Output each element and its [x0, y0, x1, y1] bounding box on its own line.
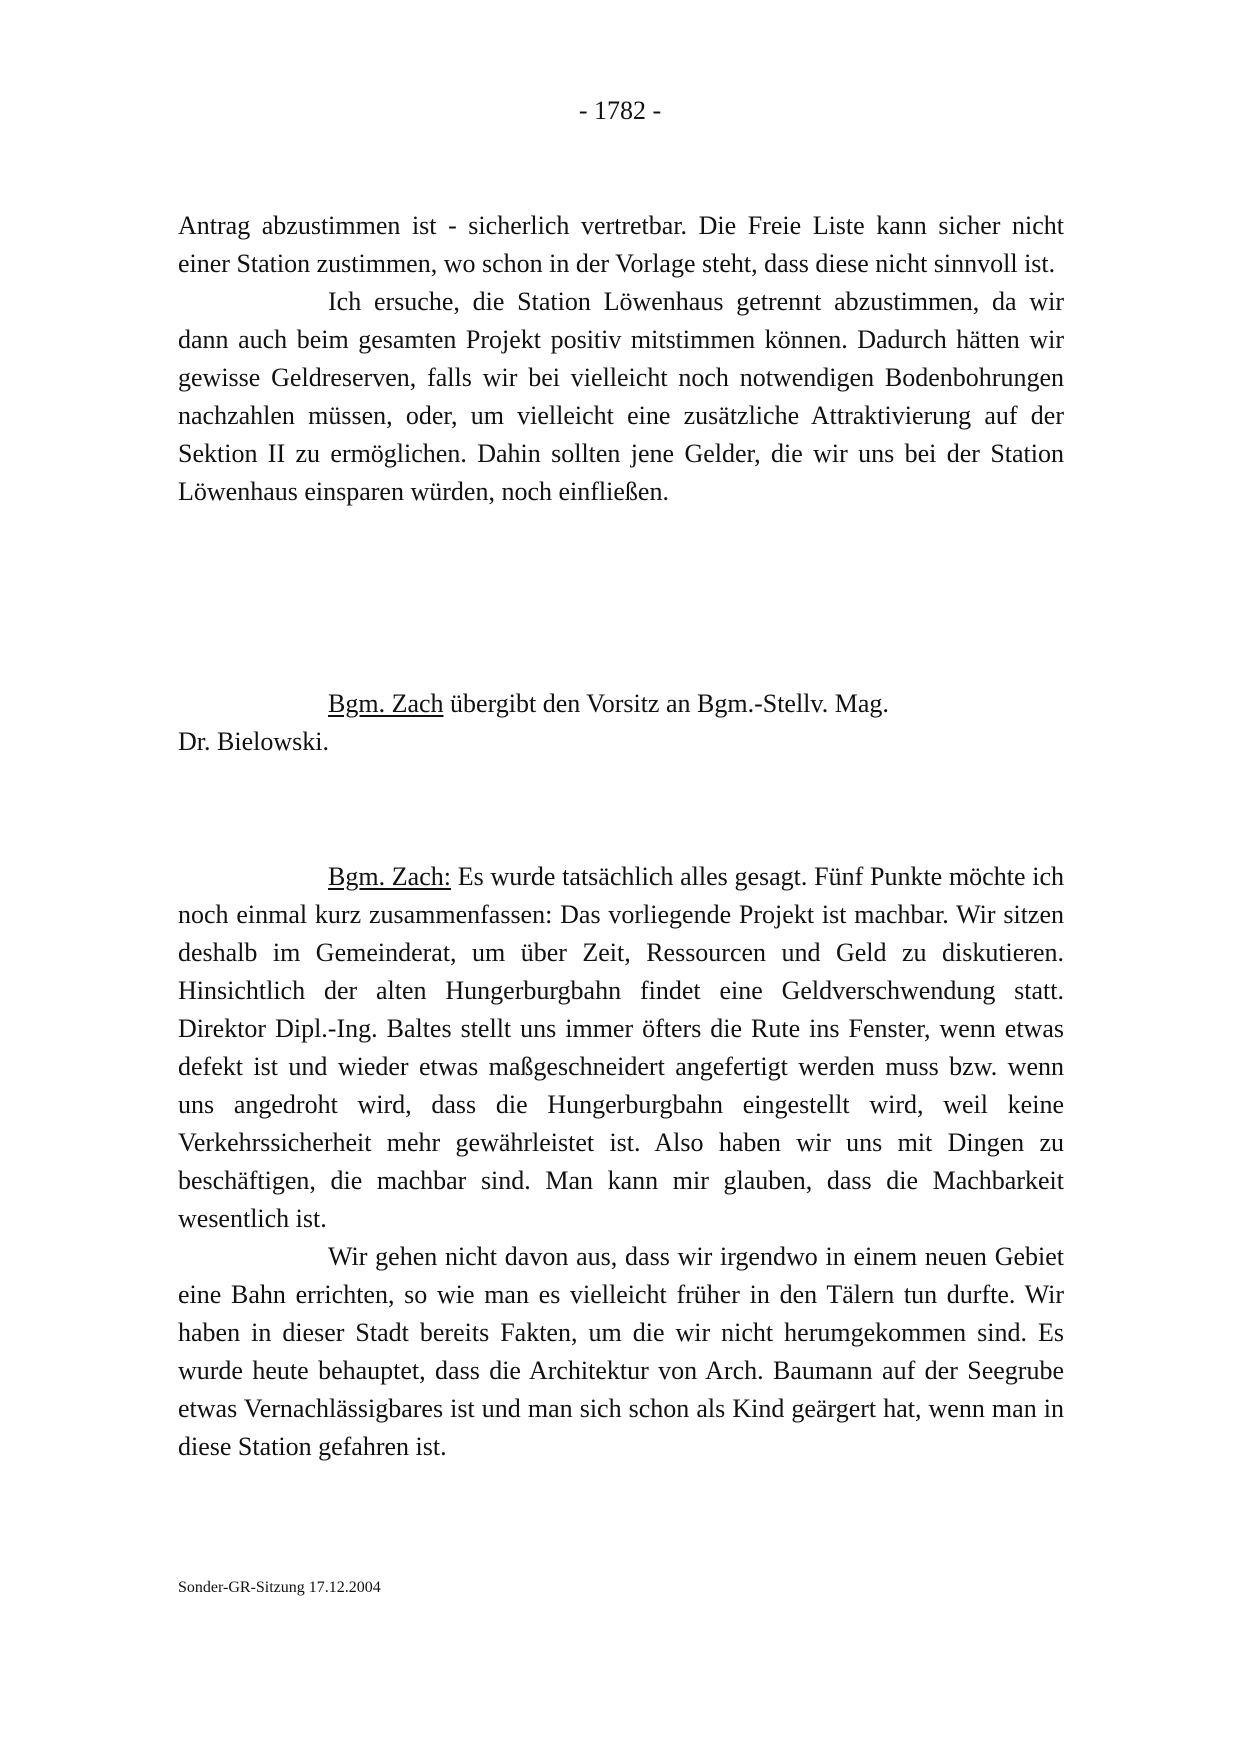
paragraph-block-intro: [178, 207, 1064, 511]
speaker-name: Bgm. Zach:: [328, 862, 451, 891]
footer-session-label: Sonder-GR-Sitzung 17.12.2004: [178, 1579, 381, 1596]
speaker-name: Bgm. Zach: [328, 689, 444, 718]
paragraph-continuation: Antrag abzustimmen ist - sicherlich vertretbar. Die Freie Liste kann sicher nicht einer Station zustimmen, wo schon in der Vorlage steht, dass diese nicht sinnvoll ist.: [178, 211, 1064, 278]
speech-paragraph-1: [178, 858, 1064, 1238]
speech-text: Es wurde tatsächlich alles gesagt. Fünf Punkte möchte ich noch einmal kurz zusammenfassen: Das vorliegende Projekt ist machbar. Wir sitzen deshalb im Gemeinderat, um über Zeit, Ressourcen und Geld zu diskutieren. Hinsichtlich der alten Hungerburgbahn findet eine Geldverschwendung statt. Direktor Dipl.-Ing. Baltes stellt uns immer öfters die Rute ins Fenster, wenn etwas defekt ist und wieder etwas maßgeschneidert angefertigt werden muss bzw. wenn uns angedroht wird, dass die Hungerburgbahn eingestellt wird, weil keine Verkehrssicherheit mehr gewährleistet ist. Also haben wir uns mit Dingen zu beschäftigen, die machbar sind. Man kann mir glauben, dass die Machbarkeit wesentlich ist.: [178, 862, 1064, 1233]
speech-paragraph-2: Wir gehen nicht davon aus, dass wir irgendwo in einem neuen Gebiet eine Bahn errichten, so wie man es vielleicht früher in den Tälern tun durfte. Wir haben in dieser Stadt bereits Fakten, um die wir nicht herumgekommen sind. Es wurde heute behauptet, dass die Architektur von Arch. Baumann auf der Seegrube etwas Vernachlässigbares ist und man sich schon als Kind geärgert hat, wenn man in diese Station gefahren ist.: [178, 1242, 1064, 1461]
speech-block-mayor: [178, 858, 1064, 1466]
handover-text: übergibt den Vorsitz an Bgm.-Stellv. Mag.: [443, 689, 889, 718]
page-number: - 1782 -: [578, 96, 662, 125]
handover-line: [178, 685, 1064, 723]
handover-line-2: Dr. Bielowski.: [178, 727, 329, 756]
chair-handover-note: [178, 685, 1064, 761]
paragraph-request: Ich ersuche, die Station Löwenhaus getrennt abzustimmen, da wir dann auch beim gesamten Projekt positiv mitstimmen können. Dadurch hätten wir gewisse Geldreserven, falls wir bei vielleicht noch notwendigen Bodenbohrungen nachzahlen müssen, oder, um vielleicht eine zusätzliche Attraktivierung auf der Sektion II zu ermöglichen. Dahin sollten jene Gelder, die wir uns bei der Station Löwenhaus einsparen würden, noch einfließen.: [178, 287, 1064, 506]
